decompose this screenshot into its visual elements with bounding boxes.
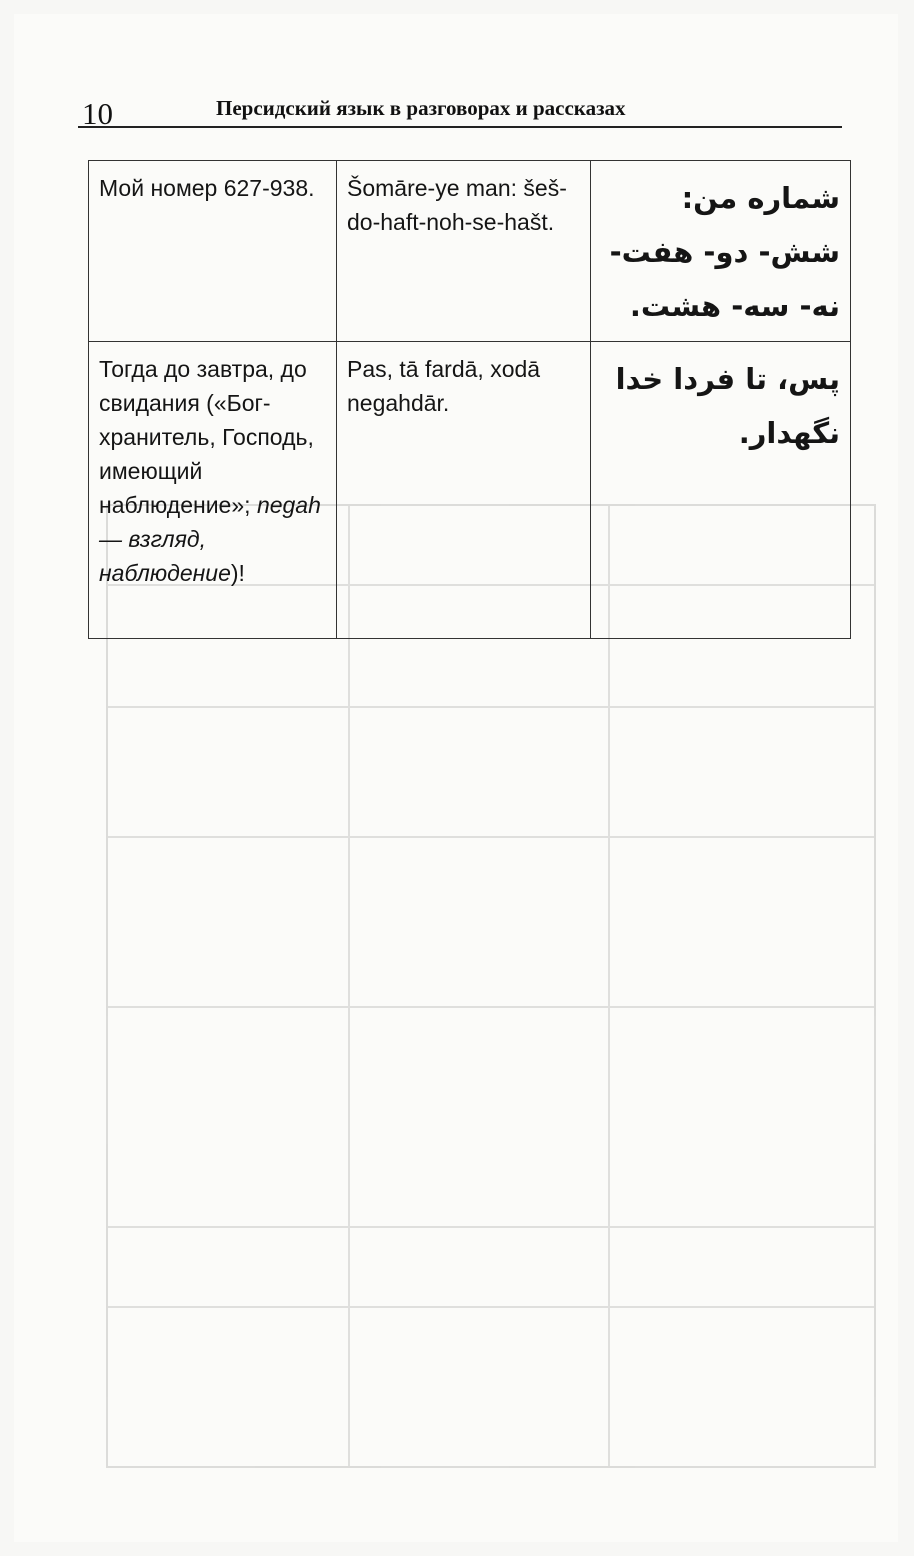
bleed-through-table <box>106 504 876 1468</box>
page-number: 10 <box>82 96 113 131</box>
russian-italic-note: negah — взгляд, наблюдение <box>99 492 321 586</box>
page-header <box>78 92 842 131</box>
table-row <box>89 342 851 639</box>
transliteration-cell: Šomāre-ye man: šeš-do-haft-noh-se-hašt. <box>337 161 591 342</box>
table-row <box>89 161 851 342</box>
russian-cell <box>89 342 337 639</box>
russian-text-tail: )! <box>230 560 245 586</box>
russian-cell: Мой номер 627-938. <box>89 161 337 342</box>
phrase-table <box>88 160 851 639</box>
russian-text: Тогда до завтра, до свидания («Бог-хранитель, Господь, имеющий наблюдение»; <box>99 356 314 518</box>
transliteration-cell: Pas, tā fardā, xodā negahdār. <box>337 342 591 639</box>
running-title: Персидский язык в разговорах и рассказах <box>216 96 626 120</box>
persian-cell: شماره من: شش- دو- هفت- نه- سه- هشت. <box>591 161 851 342</box>
persian-cell: پس، تا فردا خدا نگهدار. <box>591 342 851 639</box>
